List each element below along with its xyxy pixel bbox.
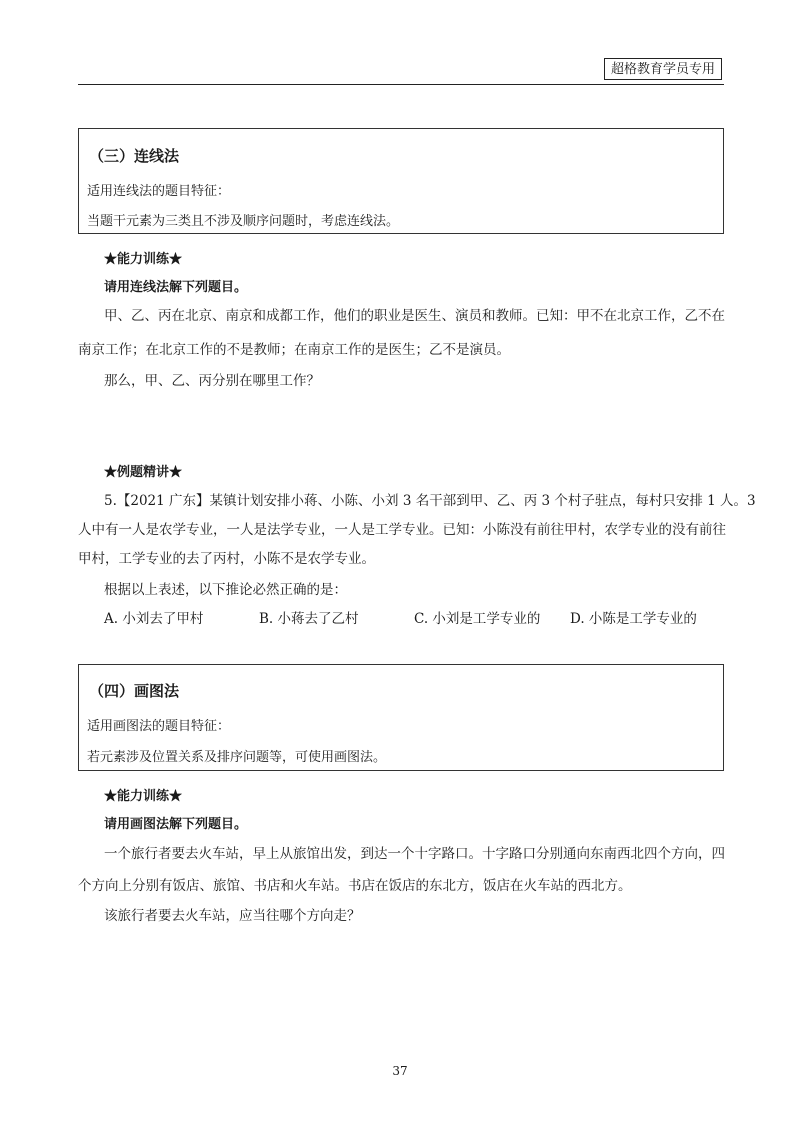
- option-b: B. 小蒋去了乙村: [259, 611, 359, 627]
- feature-text: 若元素涉及位置关系及排序问题等，可使用画图法。: [87, 750, 387, 765]
- training-instruction: 请用连线法解下列题目。: [104, 280, 248, 295]
- feature-text: 当题干元素为三类且不涉及顺序问题时，考虑连线法。: [87, 214, 400, 229]
- problem-line-2: 个方向上分别有饭店、旅馆、书店和火车站。书店在饭店的东北方，饭店在火车站的西北方。: [78, 878, 632, 894]
- training-instruction: 请用画图法解下列题目。: [104, 817, 248, 832]
- option-c: C. 小刘是工学专业的: [414, 611, 541, 627]
- section-box-drawing: [78, 664, 724, 771]
- problem-line-1: 甲、乙、丙在北京、南京和成都工作，他们的职业是医生、演员和教师。已知：甲不在北京工作，乙不在: [104, 308, 725, 324]
- section-title: （四）画图法: [89, 682, 180, 700]
- problem-line-2: 南京工作；在北京工作的不是教师；在南京工作的是医生；乙不是演员。: [78, 342, 510, 358]
- option-a: A. 小刘去了甲村: [104, 611, 204, 627]
- training-heading: ★能力训练★: [104, 252, 183, 267]
- section-box-linking: [78, 128, 724, 234]
- example-line-2: 人中有一人是农学专业，一人是法学专业，一人是工学专业。已知：小陈没有前往甲村，农学专业的没有前往: [78, 522, 726, 538]
- example-line-1: 5.【2021 广东】某镇计划安排小蒋、小陈、小刘 3 名干部到甲、乙、丙 3 个村子驻点，每村只安排 1 人。3: [104, 493, 756, 509]
- example-line-3: 甲村，工学专业的去了丙村，小陈不是农学专业。: [78, 551, 375, 567]
- option-d: D. 小陈是工学专业的: [570, 611, 697, 627]
- problem-question: 那么，甲、乙、丙分别在哪里工作？: [104, 373, 320, 389]
- training-heading: ★能力训练★: [104, 789, 183, 804]
- section-title: （三）连线法: [89, 147, 180, 165]
- header-divider: [78, 84, 724, 85]
- page-number: 37: [392, 1064, 408, 1078]
- feature-label: 适用连线法的题目特征：: [87, 184, 231, 199]
- example-question: 根据以上表述，以下推论必然正确的是：: [104, 582, 347, 598]
- header-badge: 超格教育学员专用: [604, 58, 722, 80]
- example-heading: ★例题精讲★: [104, 465, 183, 480]
- feature-label: 适用画图法的题目特征：: [87, 719, 231, 734]
- problem-question: 该旅行者要去火车站，应当往哪个方向走？: [104, 908, 361, 924]
- problem-line-1: 一个旅行者要去火车站，早上从旅馆出发，到达一个十字路口。十字路口分别通向东南西北四个方向，四: [104, 846, 725, 862]
